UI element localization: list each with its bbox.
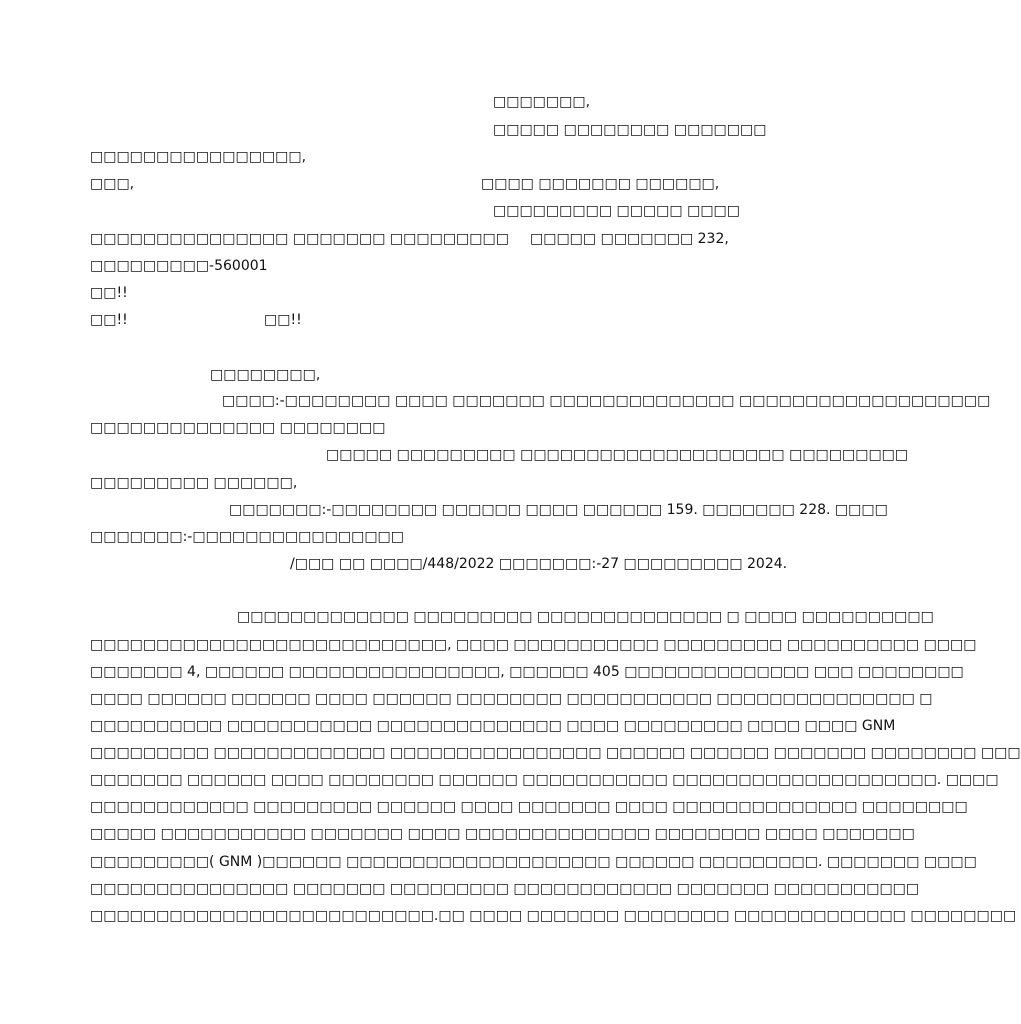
subject-line-2: □□□□□□□□□□□□□□ □□□□□□□□ [90,420,386,436]
addressee-line: □□□□□□□□□□□□□□□□, [90,149,307,165]
greeting-line-2b: □□!! [264,312,302,328]
greeting-line-2a: □□!! [90,312,128,328]
city-pin: □□□□□□□□□-560001 [90,258,268,274]
body-line: □□□□□□□□□ □□□□□□□□□□□□□ □□□□□□□□□□□□□□□□ □□□□□□ □□□□□□ □□□□□□□ □□□□□□□□ □□□ [90,745,1021,761]
subject-cont-line-1: □□□□□ □□□□□□□□□ □□□□□□□□□□□□□□□□□□□□ □□□□□□□□□ [326,447,909,463]
subject-line-1: □□□□:-□□□□□□□□ □□□□ □□□□□□□ □□□□□□□□□□□□□□ □□□□□□□□□□□□□□□□□□□ [222,393,991,409]
sender-office-line-2: □□□□ □□□□□□□ □□□□□□, [481,176,720,192]
body-line: □□□□□□□□□( GNM )□□□□□□ □□□□□□□□□□□□□□□□□□□□ □□□□□□ □□□□□□□□□. □□□□□□□ □□□□ [90,854,977,870]
reference-line-2: □□□□□□□:-□□□□□□□□□□□□□□□□ [90,529,405,545]
sender-office-line-1: □□□□□ □□□□□□□□ □□□□□□□ [493,122,767,138]
body-line: □□□□ □□□□□□ □□□□□□ □□□□ □□□□□□ □□□□□□□□ □□□□□□□□□□□ □□□□□□□□□□□□□□□ □ [90,691,933,707]
sender-office-line-3: □□□□□□□□□ □□□□□ □□□□ [493,203,740,219]
body-line: □□□□□□□□□□□□□□□ □□□□□□□ □□□□□□□□□ □□□□□□□□□□□□ □□□□□□□ □□□□□□□□□□□ [90,881,920,897]
body-line: □□□□□□□□□□□□□□□□□□□□□□□□□□□, □□□□ □□□□□□□□□□□ □□□□□□□□□ □□□□□□□□□□ □□□□ [90,637,977,653]
addressee-office: □□□□□□□□□□□□□□□ □□□□□□□ □□□□□□□□□ [90,231,509,247]
body-line: □□□□□□□□□□ □□□□□□□□□□□ □□□□□□□□□□□□□□ □□□□ □□□□□□□□□ □□□□ □□□□ GNM [90,718,896,734]
body-line: □□□□□□□□□□□□□□□□□□□□□□□□□□.□□ □□□□ □□□□□□□ □□□□□□□□ □□□□□□□□□□□□□ □□□□□□□□ [90,908,1017,924]
sender-salutation: □□□□□□□, [493,94,591,110]
body-line: □□□□□□□ □□□□□□ □□□□ □□□□□□□□ □□□□□□ □□□□□□□□□□□ □□□□□□□□□□□□□□□□□□□□. □□□□ [90,772,999,788]
body-line: □□□□□ □□□□□□□□□□□ □□□□□□□ □□□□ □□□□□□□□□□□□□□ □□□□□□□□ □□□□ □□□□□□□ [90,826,915,842]
reference-line-3: /□□□ □□ □□□□/448/2022 □□□□□□□:-27 □□□□□□□□□ 2024. [290,556,788,572]
reference-line-1: □□□□□□□:-□□□□□□□□ □□□□□□ □□□□ □□□□□□ 159. □□□□□□□ 228. □□□□ [229,502,888,518]
to-word: □□□, [90,176,135,192]
salutation: □□□□□□□□, [210,367,321,383]
subject-cont-line-2: □□□□□□□□□ □□□□□□, [90,475,298,491]
body-line: □□□□□□□□□□□□ □□□□□□□□□ □□□□□□ □□□□ □□□□□□□ □□□□ □□□□□□□□□□□□□□ □□□□□□□□ [90,799,968,815]
sender-office-line-4: □□□□□ □□□□□□□ 232, [530,231,729,247]
body-line: □□□□□□□ 4, □□□□□□ □□□□□□□□□□□□□□□□, □□□□□□ 405 □□□□□□□□□□□□□□ □□□ □□□□□□□□ [90,664,964,680]
body-line: □□□□□□□□□□□□□ □□□□□□□□□ □□□□□□□□□□□□□□ □ □□□□ □□□□□□□□□□ [237,609,934,625]
greeting-line-1: □□!! [90,285,128,301]
